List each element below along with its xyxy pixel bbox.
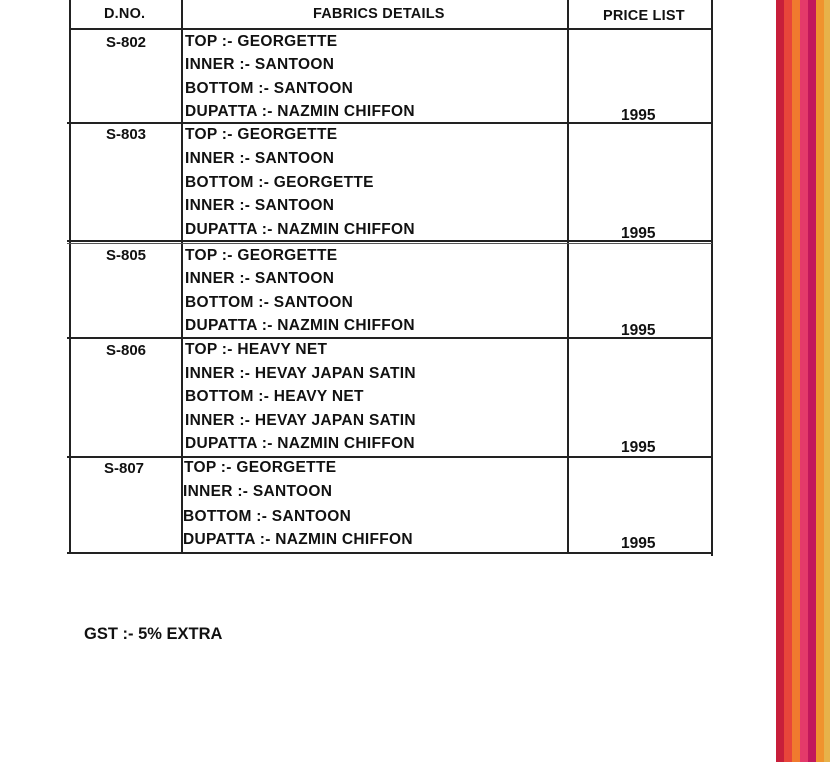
stripe — [800, 0, 808, 762]
row-border-803 — [67, 240, 712, 242]
design-number: S-803 — [106, 126, 147, 143]
row-border-802 — [67, 122, 712, 124]
table-border-right — [711, 0, 713, 556]
fabric-detail: TOP :- HEAVY NET — [185, 341, 328, 358]
stripe — [792, 0, 800, 762]
row-border-805 — [67, 337, 712, 339]
header-bottom-border — [69, 28, 712, 30]
stripe — [784, 0, 792, 762]
fabric-detail: BOTTOM :- SANTOON — [185, 294, 354, 311]
stripe — [776, 0, 784, 762]
fabric-detail: INNER :- HEVAY JAPAN SATIN — [185, 412, 416, 429]
row-border-806 — [67, 456, 712, 458]
price-value: 1995 — [621, 439, 656, 456]
design-number: S-805 — [106, 247, 147, 264]
fabric-detail: INNER :- SANTOON — [185, 270, 335, 287]
fabric-detail: INNER :- HEVAY JAPAN SATIN — [185, 365, 416, 382]
fabric-detail: TOP :- GEORGETTE — [185, 33, 338, 50]
table-bottom-border — [67, 552, 712, 554]
fabric-detail: TOP :- GEORGETTE — [184, 459, 337, 476]
stripe — [824, 0, 830, 762]
design-number: S-802 — [106, 34, 147, 51]
header-dno: D.NO. — [104, 6, 146, 22]
fabric-detail: INNER :- SANTOON — [185, 150, 335, 167]
fabric-detail: BOTTOM :- SANTOON — [185, 80, 354, 97]
fabric-detail: DUPATTA :- NAZMIN CHIFFON — [185, 317, 415, 334]
price-value: 1995 — [621, 535, 656, 552]
gst-note: GST :- 5% EXTRA — [84, 625, 223, 643]
price-value: 1995 — [621, 322, 656, 339]
fabric-detail: INNER :- SANTOON — [183, 483, 333, 500]
price-value: 1995 — [621, 107, 656, 124]
design-number: S-806 — [106, 342, 147, 359]
design-number: S-807 — [104, 460, 145, 477]
fabric-detail: INNER :- SANTOON — [185, 197, 335, 214]
stripe — [816, 0, 824, 762]
header-price-list: PRICE LIST — [603, 8, 685, 24]
table-divider-1 — [181, 0, 183, 554]
fabric-detail: INNER :- SANTOON — [185, 56, 335, 73]
row-border-803b — [67, 243, 712, 244]
header-fabrics-details: FABRICS DETAILS — [313, 6, 445, 22]
stripe — [808, 0, 816, 762]
table-border-left — [69, 0, 71, 554]
fabric-detail: BOTTOM :- SANTOON — [183, 508, 352, 525]
fabric-detail: TOP :- GEORGETTE — [185, 126, 338, 143]
decorative-stripes — [770, 0, 830, 762]
fabric-detail: BOTTOM :- GEORGETTE — [185, 174, 374, 191]
fabric-detail: DUPATTA :- NAZMIN CHIFFON — [183, 531, 413, 548]
fabric-detail: DUPATTA :- NAZMIN CHIFFON — [185, 435, 415, 452]
price-value: 1995 — [621, 225, 656, 242]
fabric-detail: DUPATTA :- NAZMIN CHIFFON — [185, 221, 415, 238]
fabric-detail: DUPATTA :- NAZMIN CHIFFON — [185, 103, 415, 120]
fabric-detail: TOP :- GEORGETTE — [185, 247, 338, 264]
table-divider-2 — [567, 0, 569, 554]
fabric-detail: BOTTOM :- HEAVY NET — [185, 388, 364, 405]
